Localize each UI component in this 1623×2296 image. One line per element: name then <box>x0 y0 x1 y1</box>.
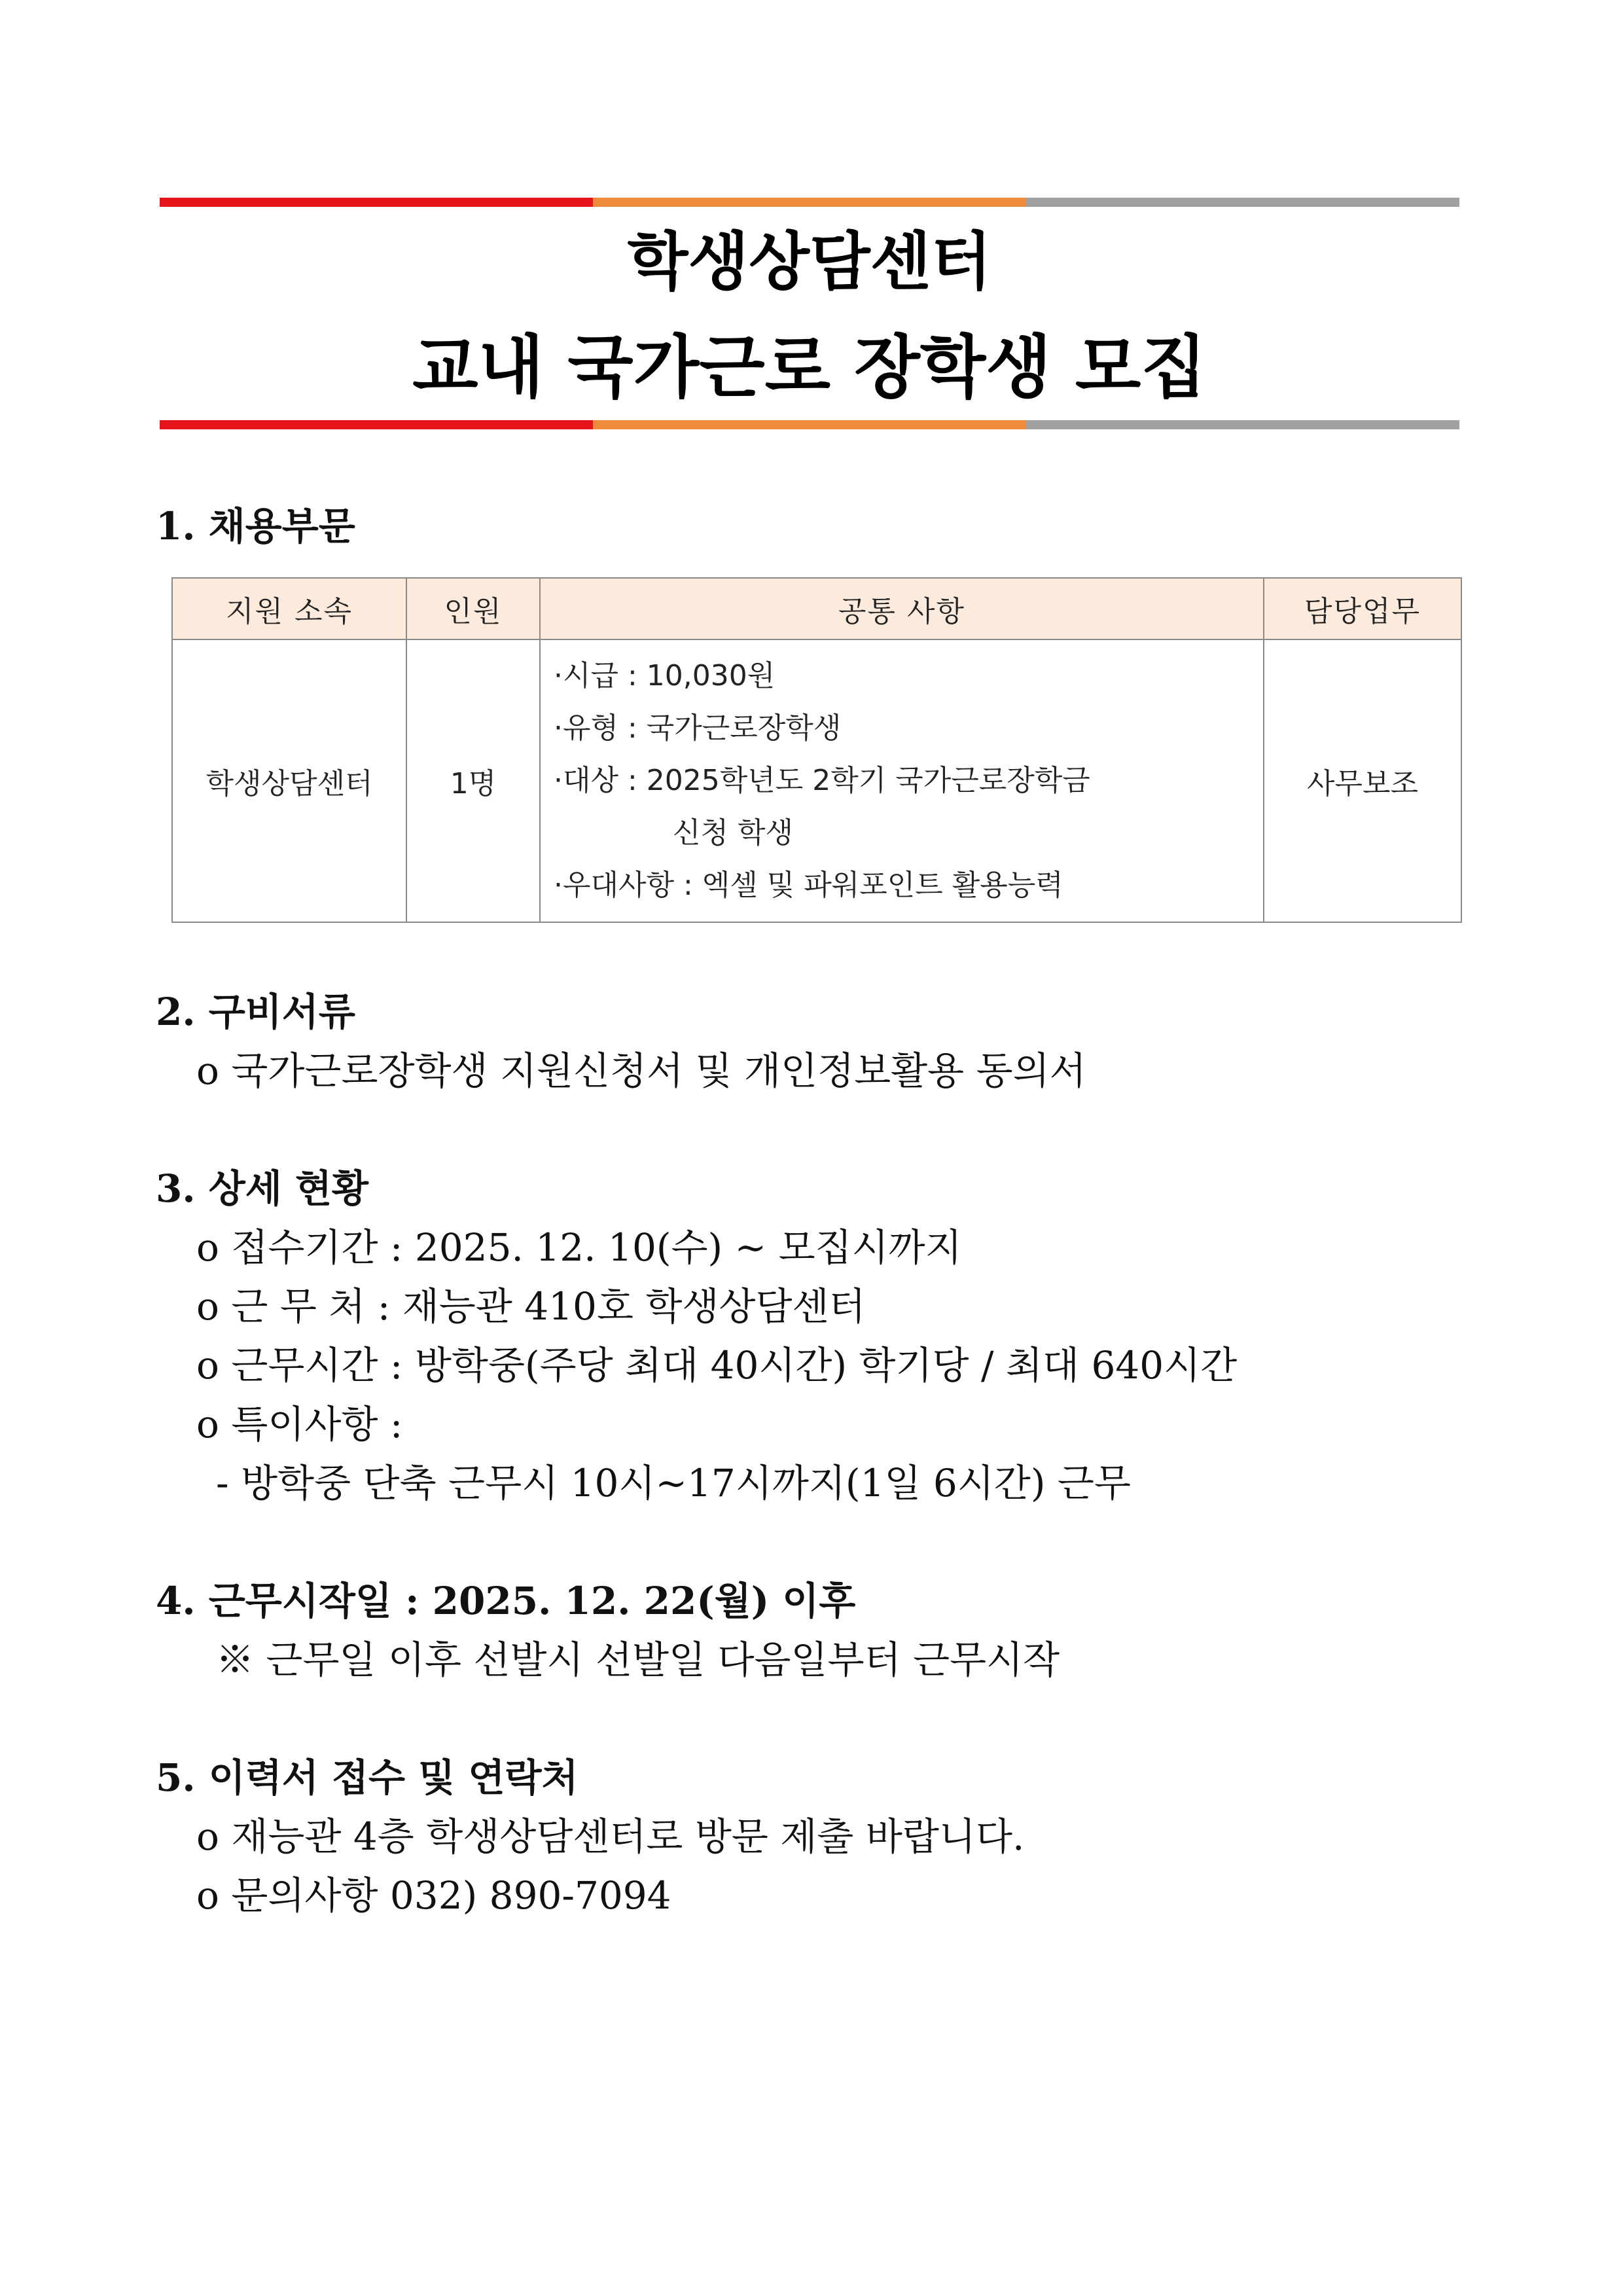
list-item: o 국가근로장학생 지원신청서 및 개인정보활용 동의서 <box>196 1049 1086 1093</box>
detail-eligibility: ·대상 : 2025학년도 2학기 국가근로장학금 <box>554 764 1090 797</box>
header-rule-top <box>160 198 1459 207</box>
detail-hourly-wage: ·시급 : 10,030원 <box>554 659 776 692</box>
list-item-special-notes: o 특이사항 : <box>196 1402 403 1446</box>
recruitment-table <box>171 577 1462 923</box>
cell-common-terms <box>540 639 1264 922</box>
list-item-sub-note: - 방학중 단축 근무시 10시~17시까지(1일 6시간) 근무 <box>216 1461 1131 1505</box>
list-item-workplace: o 근 무 처 : 재능관 410호 학생상담센터 <box>196 1284 866 1329</box>
detail-preferred-skills: ·우대사항 : 엑셀 및 파워포인트 활용능력 <box>554 869 1063 902</box>
page-title-recruitment: 교내 국가근로 장학생 모집 <box>412 327 1207 407</box>
header-rule-bottom <box>160 420 1459 429</box>
detail-type: ·유형 : 국가근로장학생 <box>554 711 842 745</box>
rule-segment-gray <box>1026 420 1459 429</box>
rule-segment-orange <box>593 198 1026 207</box>
cell-headcount: 1명 <box>406 639 540 922</box>
cell-department: 학생상담센터 <box>172 639 406 922</box>
rule-segment-orange <box>593 420 1026 429</box>
column-header-common-terms: 공통 사항 <box>540 578 1264 639</box>
column-header-duty: 담당업무 <box>1264 578 1461 639</box>
rule-segment-red <box>160 198 593 207</box>
list-item-contact: o 문의사항 032) 890-7094 <box>196 1873 671 1918</box>
list-item-work-hours: o 근무시간 : 방학중(주당 최대 40시간) 학기당 / 최대 640시간 <box>196 1343 1238 1388</box>
table-row <box>172 639 1461 922</box>
cell-duty: 사무보조 <box>1264 639 1461 922</box>
column-header-department: 지원 소속 <box>172 578 406 639</box>
rule-segment-red <box>160 420 593 429</box>
rule-segment-gray <box>1026 198 1459 207</box>
list-item-application-period: o 접수기간 : 2025. 12. 10(수) ~ 모집시까지 <box>196 1225 962 1270</box>
note-start-date: ※ 근무일 이후 선발시 선발일 다음일부터 근무시작 <box>216 1638 1060 1682</box>
list-item-submission: o 재능관 4층 학생상담센터로 방문 제출 바랍니다. <box>196 1814 1025 1859</box>
section-heading-resume-contact: 5. 이력서 접수 및 연락처 <box>156 1755 579 1800</box>
table-header-row <box>172 578 1461 639</box>
section-heading-start-date: 4. 근무시작일 : 2025. 12. 22(월) 이후 <box>156 1579 856 1623</box>
section-heading-details: 3. 상세 현황 <box>156 1166 369 1211</box>
section-heading-required-documents: 2. 구비서류 <box>156 990 355 1034</box>
section-heading-recruitment-area: 1. 채용부문 <box>156 504 355 548</box>
detail-eligibility-continued: 신청 학생 <box>673 816 794 850</box>
column-header-headcount: 인원 <box>406 578 540 639</box>
page-title-department: 학생상담센터 <box>627 225 992 298</box>
